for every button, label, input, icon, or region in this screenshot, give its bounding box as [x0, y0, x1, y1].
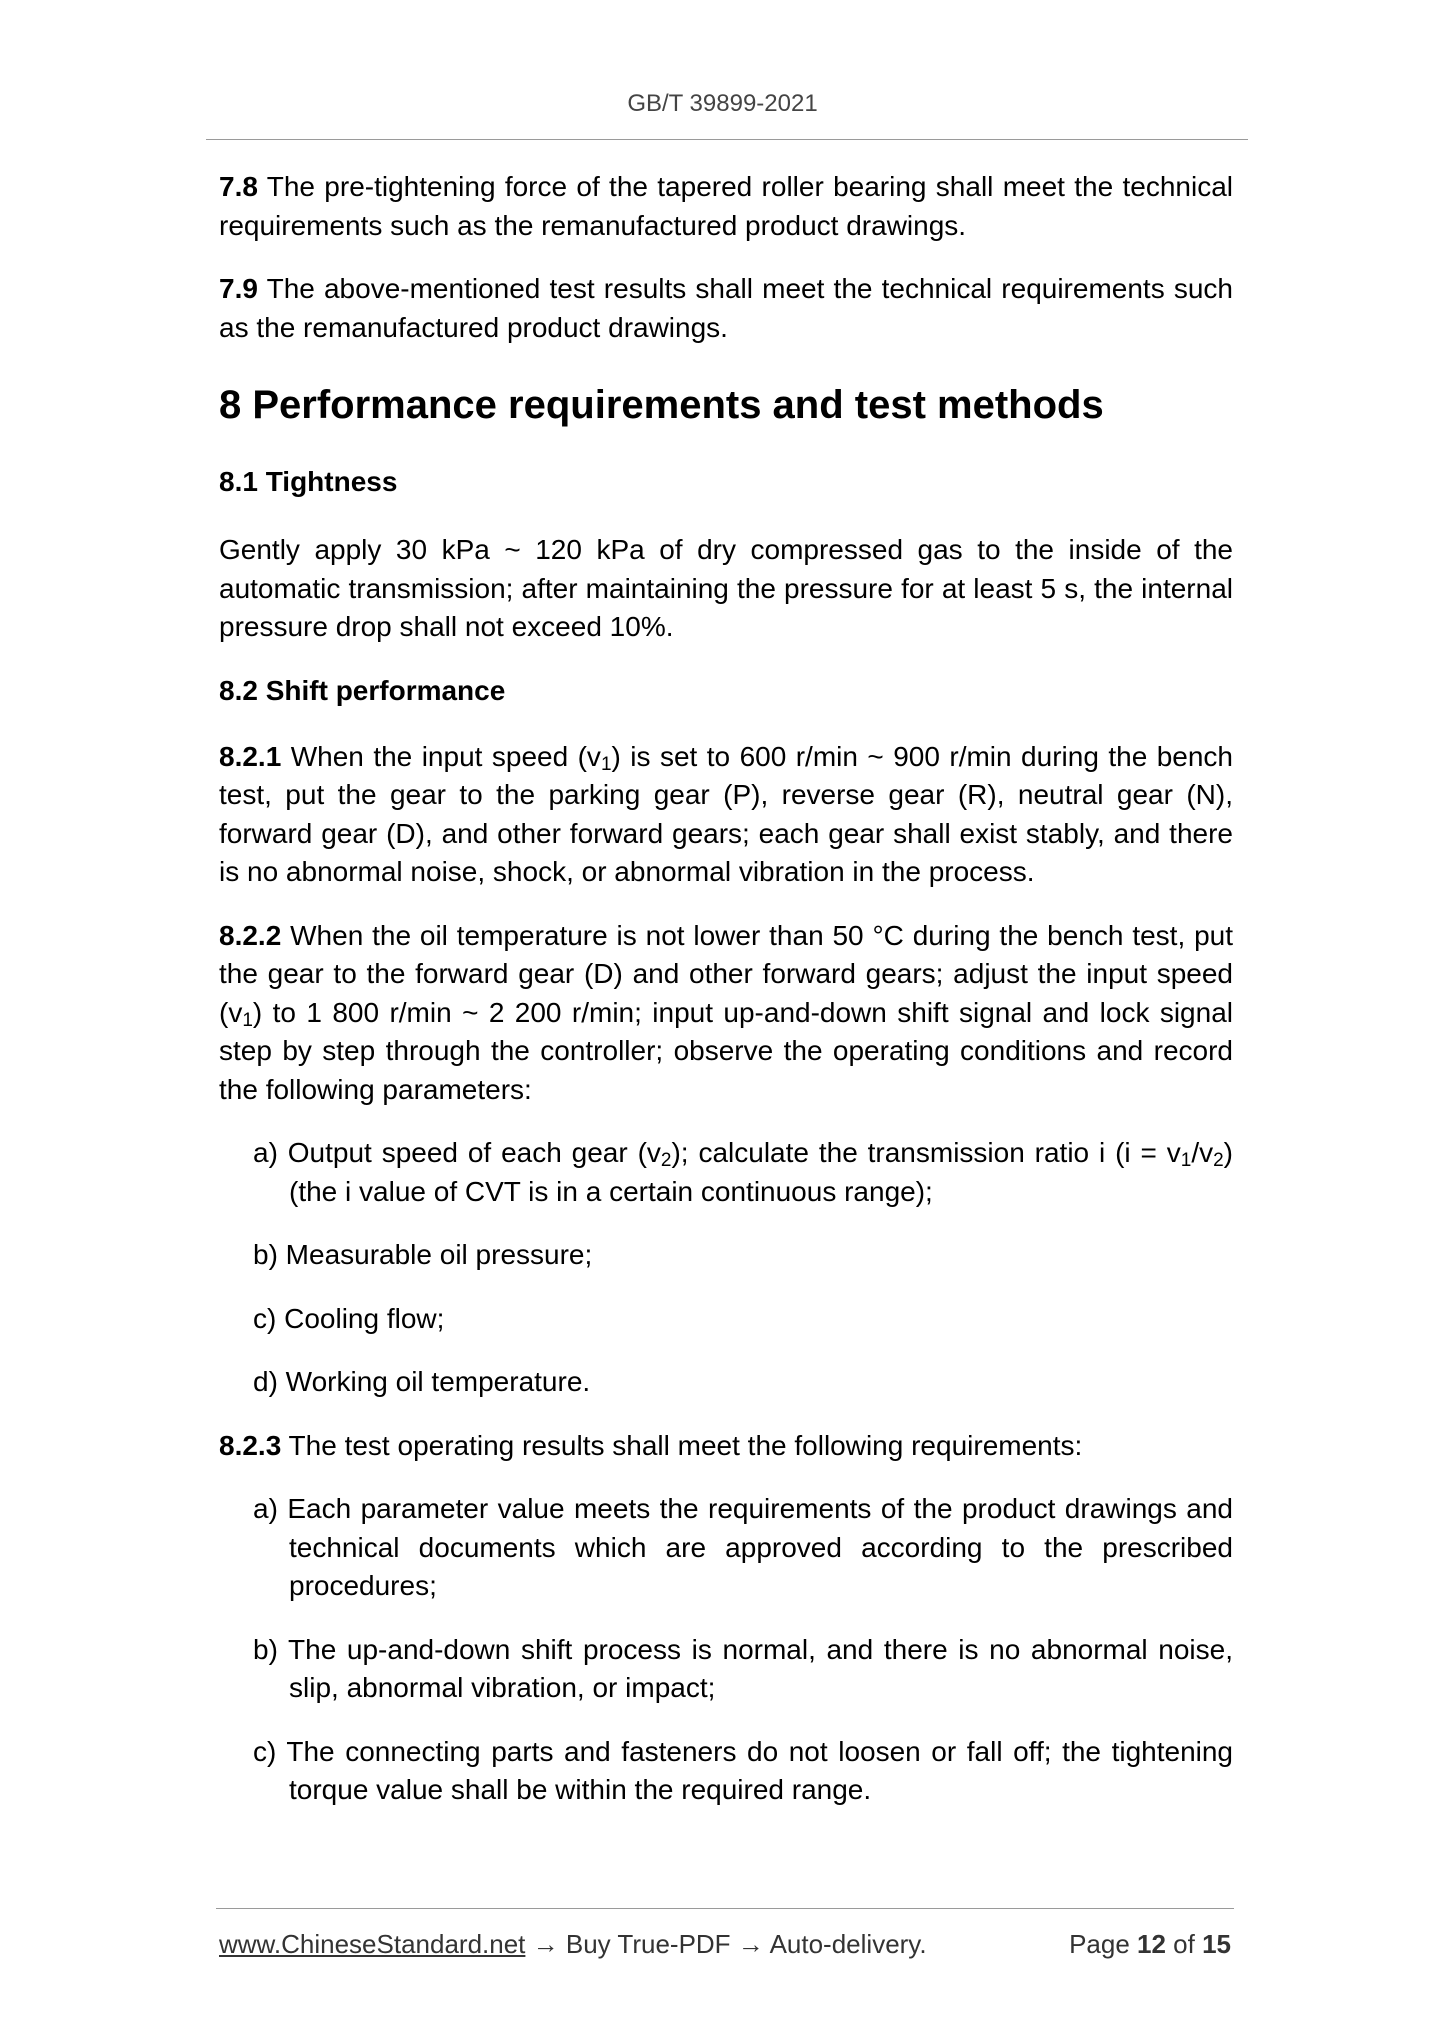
- clause-text: The test operating results shall meet the following requirements:: [281, 1429, 1083, 1461]
- clause-number: 7.8: [219, 171, 258, 202]
- page-number: 12: [1137, 1929, 1166, 1959]
- clause-number: 8.2.3: [219, 1429, 282, 1461]
- clause-number: 7.9: [219, 273, 258, 304]
- section-heading: 8 Performance requirements and test methods: [219, 383, 1104, 427]
- clause-8-2-3: [219, 1427, 1233, 1466]
- website-link[interactable]: www.ChineseStandard.net: [219, 1929, 526, 1959]
- subscript: 2: [660, 1150, 672, 1171]
- clause-text: The pre-tightening force of the tapered roller bearing shall meet the technical requirements such as the remanufactured product drawings.: [219, 171, 1233, 241]
- list-item: b) The up-and-down shift process is normal, and there is no abnormal noise, slip, abnormal vibration, or impact;: [253, 1633, 1233, 1703]
- clause-text: When the oil temperature is not lower than 50 °C during the bench test, put the gear to the forward gear (D) and other forward gears; adjust the input speed (v: [219, 919, 1233, 1028]
- tightness-paragraph: Gently apply 30 kPa ~ 120 kPa of dry compressed gas to the inside of the automatic transmission; after maintaining the pressure for at least 5 s, the internal pressure drop shall not exceed 10%.: [219, 534, 1233, 642]
- footer-divider: [216, 1908, 1234, 1909]
- page-counter: [1069, 1926, 1231, 1962]
- clause-8-2-2: [219, 917, 1233, 1110]
- list-item: c) Cooling flow;: [253, 1302, 445, 1334]
- clause-7-8: [219, 168, 1233, 245]
- subscript: 1: [242, 1009, 253, 1031]
- subsection-heading: 8.1 Tightness: [219, 466, 398, 497]
- clause-number: 8.2.2: [219, 919, 282, 951]
- list-item-text: ) (the i value of CVT is in a certain continuous range);: [289, 1137, 1233, 1207]
- clause-8-2-1: [219, 738, 1233, 892]
- list-item-text: /v: [1191, 1137, 1214, 1168]
- list-item-text: ); calculate the transmission ratio i (i = v: [671, 1137, 1181, 1168]
- list-item: d) Working oil temperature.: [253, 1366, 591, 1397]
- subscript: 1: [1180, 1150, 1192, 1171]
- clause-text: The above-mentioned test results shall meet the technical requirements such as the remanufactured product drawings.: [219, 273, 1233, 343]
- header-divider: [206, 139, 1248, 140]
- list-item: a) Each parameter value meets the requirements of the product drawings and technical documents which are approved according to the prescribed procedures;: [253, 1493, 1233, 1601]
- list-item: b) Measurable oil pressure;: [253, 1239, 593, 1270]
- subscript: 2: [1213, 1150, 1224, 1171]
- footer-promo-text: → Buy True-PDF → Auto-delivery.: [525, 1929, 927, 1959]
- list-item: [219, 1134, 1233, 1211]
- subsection-heading: 8.2 Shift performance: [219, 674, 506, 706]
- clause-text: When the input speed (v: [281, 740, 601, 772]
- page-header: GB/T 39899-2021: [627, 90, 818, 117]
- subscript: 1: [600, 753, 612, 775]
- clause-text: ) to 1 800 r/min ~ 2 200 r/min; input up-and-down shift signal and lock signal step by step through the controller; observe the operating conditions and record the following parameters:: [219, 996, 1233, 1105]
- page-body: [219, 168, 1233, 1810]
- of-label: of: [1165, 1929, 1203, 1959]
- list-item-text: a) Output speed of each gear (v: [253, 1137, 661, 1168]
- clause-number: 8.2.1: [219, 740, 282, 772]
- page-total: 15: [1202, 1929, 1231, 1959]
- clause-text: ) is set to 600 r/min ~ 900 r/min during the bench test, put the gear to the parking gear (P), reverse gear (R), neutral gear (N), forward gear (D), and other forward gears; each gear shall exist stably, and there is no abnormal noise, shock, or abnormal vibration in the process.: [219, 740, 1233, 887]
- page-label: Page: [1069, 1929, 1138, 1959]
- clause-7-9: [219, 270, 1233, 347]
- footer-promo: [219, 1926, 927, 1962]
- list-item: c) The connecting parts and fasteners do not loosen or fall off; the tightening torque value shall be within the required range.: [253, 1735, 1233, 1805]
